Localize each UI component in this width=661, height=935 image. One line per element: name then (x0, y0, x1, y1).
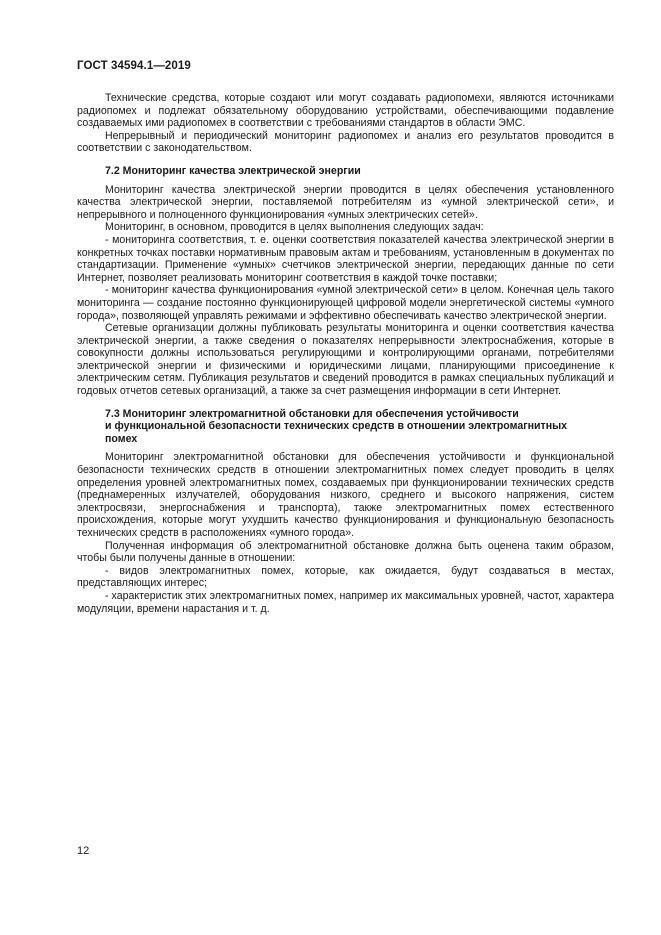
document-header: ГОСТ 34594.1—2019 (77, 60, 191, 72)
page-number: 12 (77, 845, 90, 857)
document-body (77, 92, 614, 615)
section-heading-line: помех (105, 432, 138, 445)
paragraph: Технические средства, которые создают или могут создавать радиопомехи, являются источниками радиопомех и подлежат обязательному оборудованию устройствами, обеспечивающими подавление создаваемых ими радиопомех в соответствии с требованиями стандартов в области ЭМС. (77, 92, 614, 130)
paragraph: Сетевые организации должны публиковать результаты мониторинга и оценки соответствия качества электрической энергии, а также сведения о показателях непрерывности электроснабжения, которые в совокупности должны использоваться регулирующими и контролирующими органами, потребителями электрической энергии и физическими и юридическими лицами, планирующими присоединение к электрическим сетям. Публикация результатов и сведений проводится в рамках специальных публикаций и годовых отчетов сетевых организаций, а также за счет размещения информации в сети Интернет. (77, 322, 614, 398)
paragraph: Мониторинг электромагнитной обстановки для обеспечения устойчивости и функциональной безопасности технических средств в отношении электромагнитных помех следует проводить в целях определения уровней электромагнитных помех, создаваемых при функционировании технических средств (преднамеренных излучателей, оборудования низкого, среднего и высокого напряжения, систем электросвязи, энергоснабжения и транспорта), также электромагнитных помех естественного происхождения, которые могут ухудшить качество функционирования и функциональную безопасность технических средств в расположениях «умного города». (77, 451, 614, 539)
section-heading-line: и функциональной безопасности технических средств в отношении электромагнитных (105, 420, 568, 433)
list-item: - мониторинг качества функционирования «умной электрической сети» в целом. Конечная цель такого мониторинга — создание постоянно функционирующей цифровой модели энергетической системы «умного города», позволяющей управлять режимами и эффективно обеспечивать качество электрической энергии. (77, 284, 614, 322)
paragraph: Полученная информация об электромагнитной обстановке должна быть оценена таким образом, чтобы были получены данные в отношении: (77, 539, 614, 565)
paragraph: Мониторинг качества электрической энергии проводится в целях обеспечения установленного качества электрической энергии, поставляемой потребителям из «умной электрической сети», и непрерывного и полноценного функционирования «умных электрических сетей». (77, 183, 614, 221)
section-heading-7-2: 7.2 Мониторинг качества электрической энергии (105, 164, 361, 177)
section-heading-line: 7.3 Мониторинг электромагнитной обстановки для обеспечения устойчивости (105, 407, 519, 420)
list-item: - мониторинга соответствия, т. е. оценки соответствия показателей качества электрической энергии в конкретных точках поставки нормативным правовым актам и требованиям, установленным в документах по стандартизации. Применение «умных» счетчиков электрической энергии, передающих данные по сети Интернет, позволяет реализовать мониторинг соответствия в каждой точке поставки; (77, 233, 614, 284)
list-item: - характеристик этих электромагнитных помех, например их максимальных уровней, частот, характера модуляции, времени нарастания и т. д. (77, 589, 614, 615)
paragraph: Мониторинг, в основном, проводится в целях выполнения следующих задач: (105, 221, 484, 234)
paragraph: Непрерывный и периодический мониторинг радиопомех и анализ его результатов проводится в соответствии с законодательством. (77, 129, 614, 155)
section-heading-7-3 (105, 408, 614, 446)
list-item: - видов электромагнитных помех, которые, как ожидается, будут создаваться в местах, представляющих интерес; (77, 564, 614, 590)
